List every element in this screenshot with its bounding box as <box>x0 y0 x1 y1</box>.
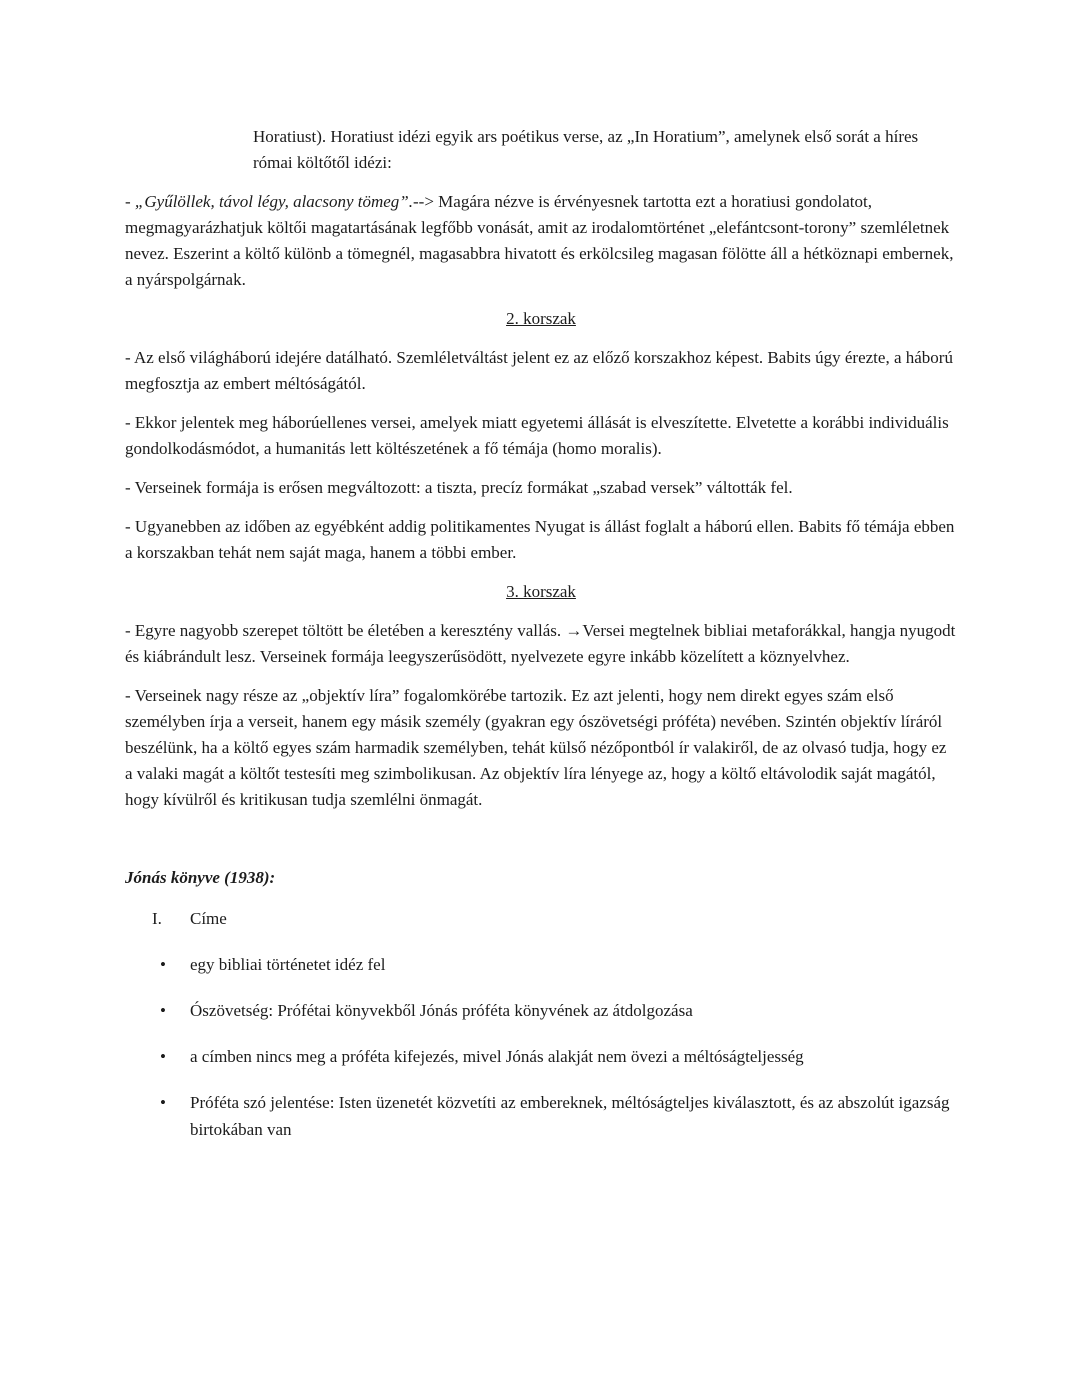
section-2-heading-text: 2. korszak <box>506 309 576 328</box>
bullet-item-text: Ószövetség: Prófétai könyvekből Jónás próféta könyvének az átdolgozása <box>190 1001 693 1020</box>
section-3-heading-text: 3. korszak <box>506 582 576 601</box>
section-3-heading <box>125 579 957 605</box>
bullet-icon: • <box>160 1093 166 1112</box>
section-2-heading <box>125 306 957 332</box>
roman-numeral-marker: I. <box>152 909 162 928</box>
bullet-item-text: Próféta szó jelentése: Isten üzenetét közvetíti az embereknek, méltóságteljes kiválasztott, és az abszolút igazság birtokában van <box>190 1093 950 1139</box>
intro-paragraph: Horatiust). Horatiust idézi egyik ars poétikus verse, az „In Horatium”, amelynek első sorát a híres római költőtől idézi: <box>253 127 919 172</box>
quote-dash: - <box>125 192 135 211</box>
section-2-paragraph-4: - Ugyanebben az időben az egyébként addig politikamentes Nyugat is állást foglalt a háború ellen. Babits fő témája ebben a korszakban tehát nem saját maga, hanem a többi ember. <box>125 517 955 562</box>
bullet-icon: • <box>160 955 166 974</box>
section-3-paragraph-2: - Verseinek nagy része az „objektív líra” fogalomkörébe tartozik. Ez azt jelenti, hogy nem direkt egyes szám első személyben írja a verseit, hanem egy másik személy (gyakran egy ószövetségi próféta) nevében. Szintén objektív líráról beszélünk, ha a költő egyes szám harmadik személyben, tehát külső nézőpontból ír valakiről, de az olvasó tudja, hogy ez a valaki magát a költőt testesíti meg szimbolikusan. Az objektív líra lényege az, hogy a költő eltávolodik saját magától, hogy kívülről és kritikusan tudja szemlélni önmagát. <box>125 686 947 809</box>
quote-explanation-text: --> Magára nézve is érvényesnek tartotta ezt a horatiusi gondolatot, megmagyarázhatjuk költői magatartásának legfőbb vonását, amit az irodalomtörténet „elefántcsont-torony” szemléletnek nevez. Eszerint a költő különb a tömegnél, magasabbra hivatott és erkölcsileg magasan fölötte áll a hétköznapi embernek, a nyárspolgárnak. <box>125 192 954 289</box>
section-2-paragraph-3: - Verseinek formája is erősen megváltozott: a tiszta, precíz formákat „szabad versek” váltották fel. <box>125 478 793 497</box>
bullet-icon: • <box>160 1001 166 1020</box>
horatius-quote-paragraph <box>125 189 957 293</box>
bullet-item-text: egy bibliai történetet idéz fel <box>190 955 386 974</box>
numbered-item-label: Címe <box>190 909 227 928</box>
bullet-item <box>125 951 957 978</box>
numbered-item-cime <box>125 905 957 932</box>
section-2-paragraph-2: - Ekkor jelentek meg háborúellenes versei, amelyek miatt egyetemi állását is elveszítette. Elvetette a korábbi individuális gondolkodásmódot, a humanitás lett költészetének a fő témája (homo moralis). <box>125 413 949 458</box>
bullet-item <box>125 1089 957 1143</box>
jonas-konyve-title: Jónás könyve (1938): <box>125 868 276 887</box>
quote-italic-text: „Gyűlöllek, távol légy, alacsony tömeg”. <box>134 192 414 211</box>
section-3-paragraph-1: - Egyre nagyobb szerepet töltött be életében a keresztény vallás. →Versei megtelnek bibliai metaforákkal, hangja nyugodt és kiábrándult lesz. Verseinek formája leegyszerűsödött, nyelvezete egyre inkább közelített a köznyelvhez. <box>125 621 956 666</box>
bullet-icon: • <box>160 1047 166 1066</box>
bullet-item <box>125 997 957 1024</box>
bullet-item-text: a címben nincs meg a próféta kifejezés, mivel Jónás alakját nem övezi a méltóságteljesség <box>190 1047 804 1066</box>
bullet-item <box>125 1043 957 1070</box>
document-content <box>125 124 957 1162</box>
section-2-paragraph-1: - Az első világháború idejére datálható. Szemléletváltást jelent ez az előző korszakhoz képest. Babits úgy érezte, a háború megfosztja az embert méltóságától. <box>125 348 953 393</box>
